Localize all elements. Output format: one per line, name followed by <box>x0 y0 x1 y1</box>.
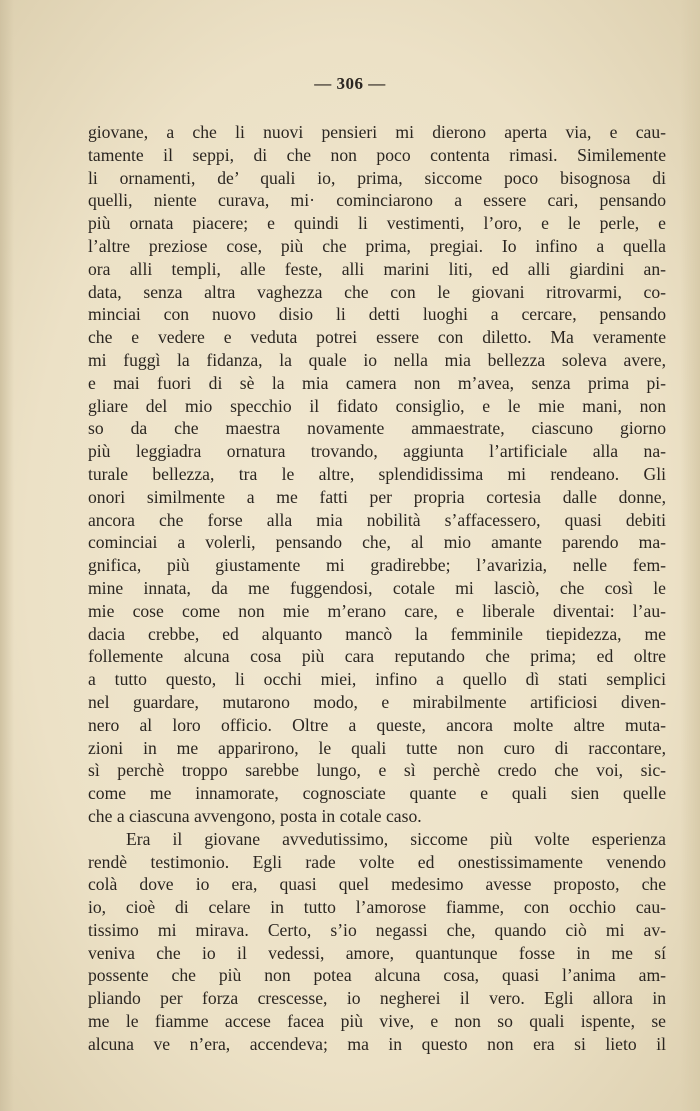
text-line: cominciai a volerli, pensando che, al mio amante parendo ma- <box>88 532 666 553</box>
text-line: rendè testimonio. Egli rade volte ed onestissimamente venendo <box>88 851 666 872</box>
text-line: zioni in me apparirono, le quali tutte non curo di raccontare, <box>88 737 666 758</box>
text-line: minciai con nuovo disio li detti luoghi a cercare, pensando <box>88 304 666 325</box>
text-line: possente che più non potea alcuna cosa, quasi l’anima am- <box>88 965 666 986</box>
text-line: io, cioè di celare in tutto l’amorose fiamme, con occhio cau- <box>88 897 666 918</box>
text-line: come me innamorate, cognosciate quante e quali sien quelle <box>88 783 666 804</box>
text-line: a tutto questo, li occhi miei, infino a quello dì stati semplici <box>88 669 666 690</box>
text-line: ancora che forse alla mia nobilità s’affacessero, quasi debiti <box>88 509 666 530</box>
text-line: mine innata, da me fuggendosi, cotale mi lasciò, che così le <box>88 577 666 598</box>
text-line: quelli, niente curava, mi· cominciarono a essere cari, pensando <box>88 190 666 211</box>
text-line: veniva che io il vedessi, amore, quantunque fosse in me sí <box>88 942 666 963</box>
text-line: alcuna ve n’era, accendeva; ma in questo non era si lieto il <box>88 1033 666 1054</box>
text-line: l’altre preziose cose, più che prima, pregiai. Io infino a quella <box>88 235 666 256</box>
text-line: giovane, a che li nuovi pensieri mi dierono aperta via, e cau- <box>88 122 666 142</box>
text-line: che a ciascuna avvengono, posta in cotale caso. <box>88 805 422 826</box>
text-line: pliando per forza crescesse, io negherei il vero. Egli allora in <box>88 988 666 1009</box>
text-line: più ornata piacere; e quindi li vestimenti, l’oro, e le perle, e <box>88 213 666 234</box>
page-edge-shadow-right <box>680 0 700 1111</box>
text-line: onori similmente a me fatti per propria cortesia dalle donne, <box>88 486 666 507</box>
page-number: — 306 — <box>314 74 386 93</box>
text-line: li ornamenti, de’ quali io, prima, siccome poco bisognosa di <box>88 167 666 188</box>
text-line: turale bellezza, tra le altre, splendidissima mi rendeano. Gli <box>88 463 666 484</box>
text-line: sì perchè troppo sarebbe lungo, e sì perchè credo che voi, sic- <box>88 760 666 781</box>
text-line: mie cose come non mie m’erano care, e liberale diventai: l’au- <box>88 600 666 621</box>
text-line: gliare del mio specchio il fidato consiglio, e le mie mani, non <box>88 395 666 416</box>
text-line: nero al loro officio. Oltre a queste, ancora molte altre muta- <box>88 714 666 735</box>
text-line: Era il giovane avvedutissimo, siccome più volte esperienza <box>126 828 666 849</box>
text-line: dacia crebbe, ed alquanto mancò la femminile tiepidezza, me <box>88 623 666 644</box>
text-line: più leggiadra ornatura trovando, aggiunta l’artificiale alla na- <box>88 441 666 462</box>
text-line: colà dove io era, quasi quel medesimo avesse proposto, che <box>88 874 666 895</box>
body-text <box>88 121 666 1056</box>
page-edge-shadow-left <box>0 0 14 1111</box>
text-line: so da che maestra novamente ammaestrate, ciascuno giorno <box>88 418 666 439</box>
text-line: follemente alcuna cosa più cara reputando che prima; ed oltre <box>88 646 666 667</box>
text-line: che e vedere e veduta potrei essere con diletto. Ma veramente <box>88 327 666 348</box>
text-line: gnifica, più giustamente mi gradirebbe; l’avarizia, nelle fem- <box>88 555 666 576</box>
text-line: me le fiamme accese facea più vive, e non so quali ispente, se <box>88 1011 666 1032</box>
text-line: nel guardare, mutarono modo, e mirabilmente artificiosi diven- <box>88 691 666 712</box>
text-line: ora alli templi, alle feste, alli marini liti, ed alli giardini an- <box>88 258 666 279</box>
text-line: e mai fuori di sè la mia camera non m’avea, senza prima pi- <box>88 372 666 393</box>
text-line: tamente il seppi, di che non poco contenta rimasi. Similemente <box>88 144 666 165</box>
text-line: mi fuggì la fidanza, la quale io nella mia bellezza soleva avere, <box>88 349 666 370</box>
text-line: tissimo mi mirava. Certo, s’io negassi che, quando ciò mi av- <box>88 919 666 940</box>
text-line: data, senza altra vaghezza che con le giovani ritrovarmi, co- <box>88 281 666 302</box>
